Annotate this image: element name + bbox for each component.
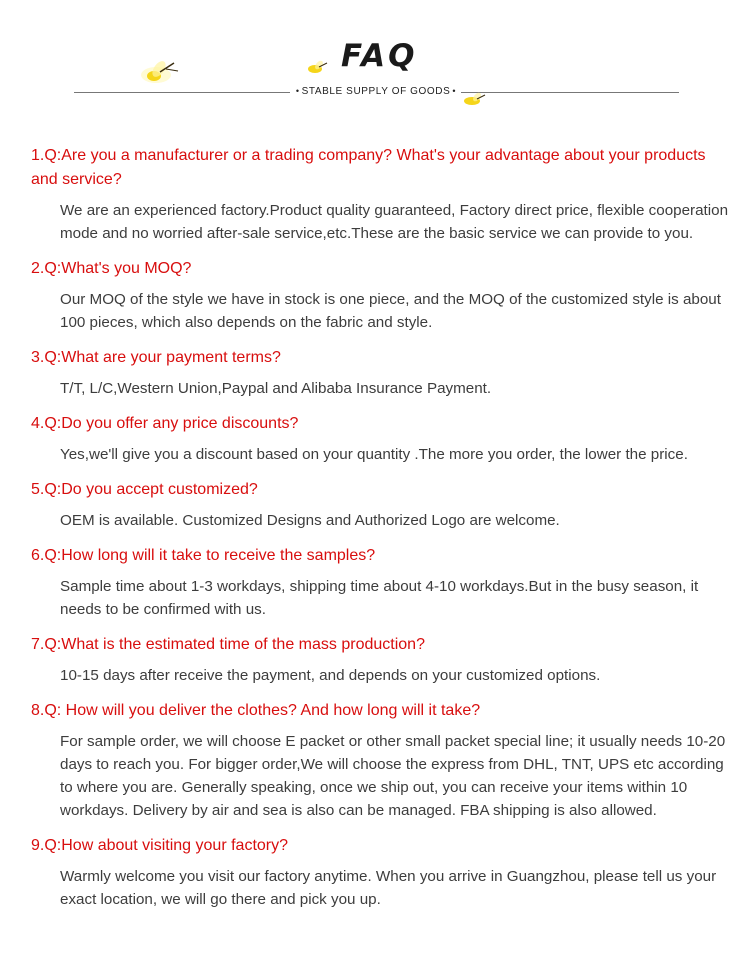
faq-answer: OEM is available. Customized Designs and Authorized Logo are welcome. [60, 512, 560, 529]
faq-item [31, 544, 731, 621]
firefly-icon [306, 59, 330, 77]
faq-answer: T/T, L/C,Western Union,Paypal and Alibaba Insurance Payment. [60, 380, 492, 397]
divider-right [461, 92, 679, 93]
faq-question: 9.Q:How about visiting your factory? [31, 837, 289, 854]
faq-question: 1.Q:Are you a manufacturer or a trading company? What's your advantage about your products and service? [31, 147, 706, 188]
faq-question: 4.Q:Do you offer any price discounts? [31, 415, 299, 432]
faq-item [31, 257, 731, 334]
subtitle [292, 86, 460, 97]
divider-left [74, 92, 290, 93]
faq-question: 5.Q:Do you accept customized? [31, 481, 258, 498]
faq-question: 7.Q:What is the estimated time of the mass production? [31, 636, 425, 653]
faq-question: 2.Q:What's you MOQ? [31, 260, 192, 277]
faq-question: 3.Q:What are your payment terms? [31, 349, 281, 366]
faq-header [0, 0, 750, 115]
faq-item [31, 699, 731, 822]
bullet-icon: • [295, 86, 300, 96]
subtitle-text: STABLE SUPPLY OF GOODS [301, 86, 451, 97]
faq-item [31, 412, 731, 466]
faq-answer: For sample order, we will choose E packet or other small packet special line; it usually needs 10-20 days to reach you. For bigger order,We will choose the express from DHL, TNT, UPS etc according to where you are. Generally speaking, once we ship out, you can receive your items within 10 workdays. Delivery by air and sea is also can be managed. FBA shipping is also allowed. [60, 733, 726, 819]
faq-answer: Our MOQ of the style we have in stock is one piece, and the MOQ of the customized style is about 100 pieces, which also depends on the fabric and style. [60, 291, 721, 331]
faq-answer: 10-15 days after receive the payment, and depends on your customized options. [60, 667, 601, 684]
firefly-icon [136, 54, 182, 94]
faq-item [31, 834, 731, 911]
faq-item [31, 633, 731, 687]
faq-item [31, 478, 731, 532]
faq-answer: Sample time about 1-3 workdays, shipping time about 4-10 workdays.But in the busy season, it needs to be confirmed with us. [60, 578, 699, 618]
page-title: FAQ [341, 38, 418, 74]
faq-question: 6.Q:How long will it take to receive the samples? [31, 547, 376, 564]
bullet-icon: • [452, 86, 457, 96]
faq-list [31, 144, 731, 923]
firefly-icon [462, 90, 488, 110]
faq-answer: We are an experienced factory.Product quality guaranteed, Factory direct price, flexible cooperation mode and no worried after-sale service,etc.These are the basic service we can provide to you. [60, 202, 729, 242]
faq-answer: Warmly welcome you visit our factory anytime. When you arrive in Guangzhou, please tell us your exact location, we will go there and pick you up. [60, 868, 717, 908]
faq-item [31, 144, 731, 245]
faq-item [31, 346, 731, 400]
faq-answer: Yes,we'll give you a discount based on your quantity .The more you order, the lower the price. [60, 446, 688, 463]
faq-question: 8.Q: How will you deliver the clothes? And how long will it take? [31, 702, 481, 719]
